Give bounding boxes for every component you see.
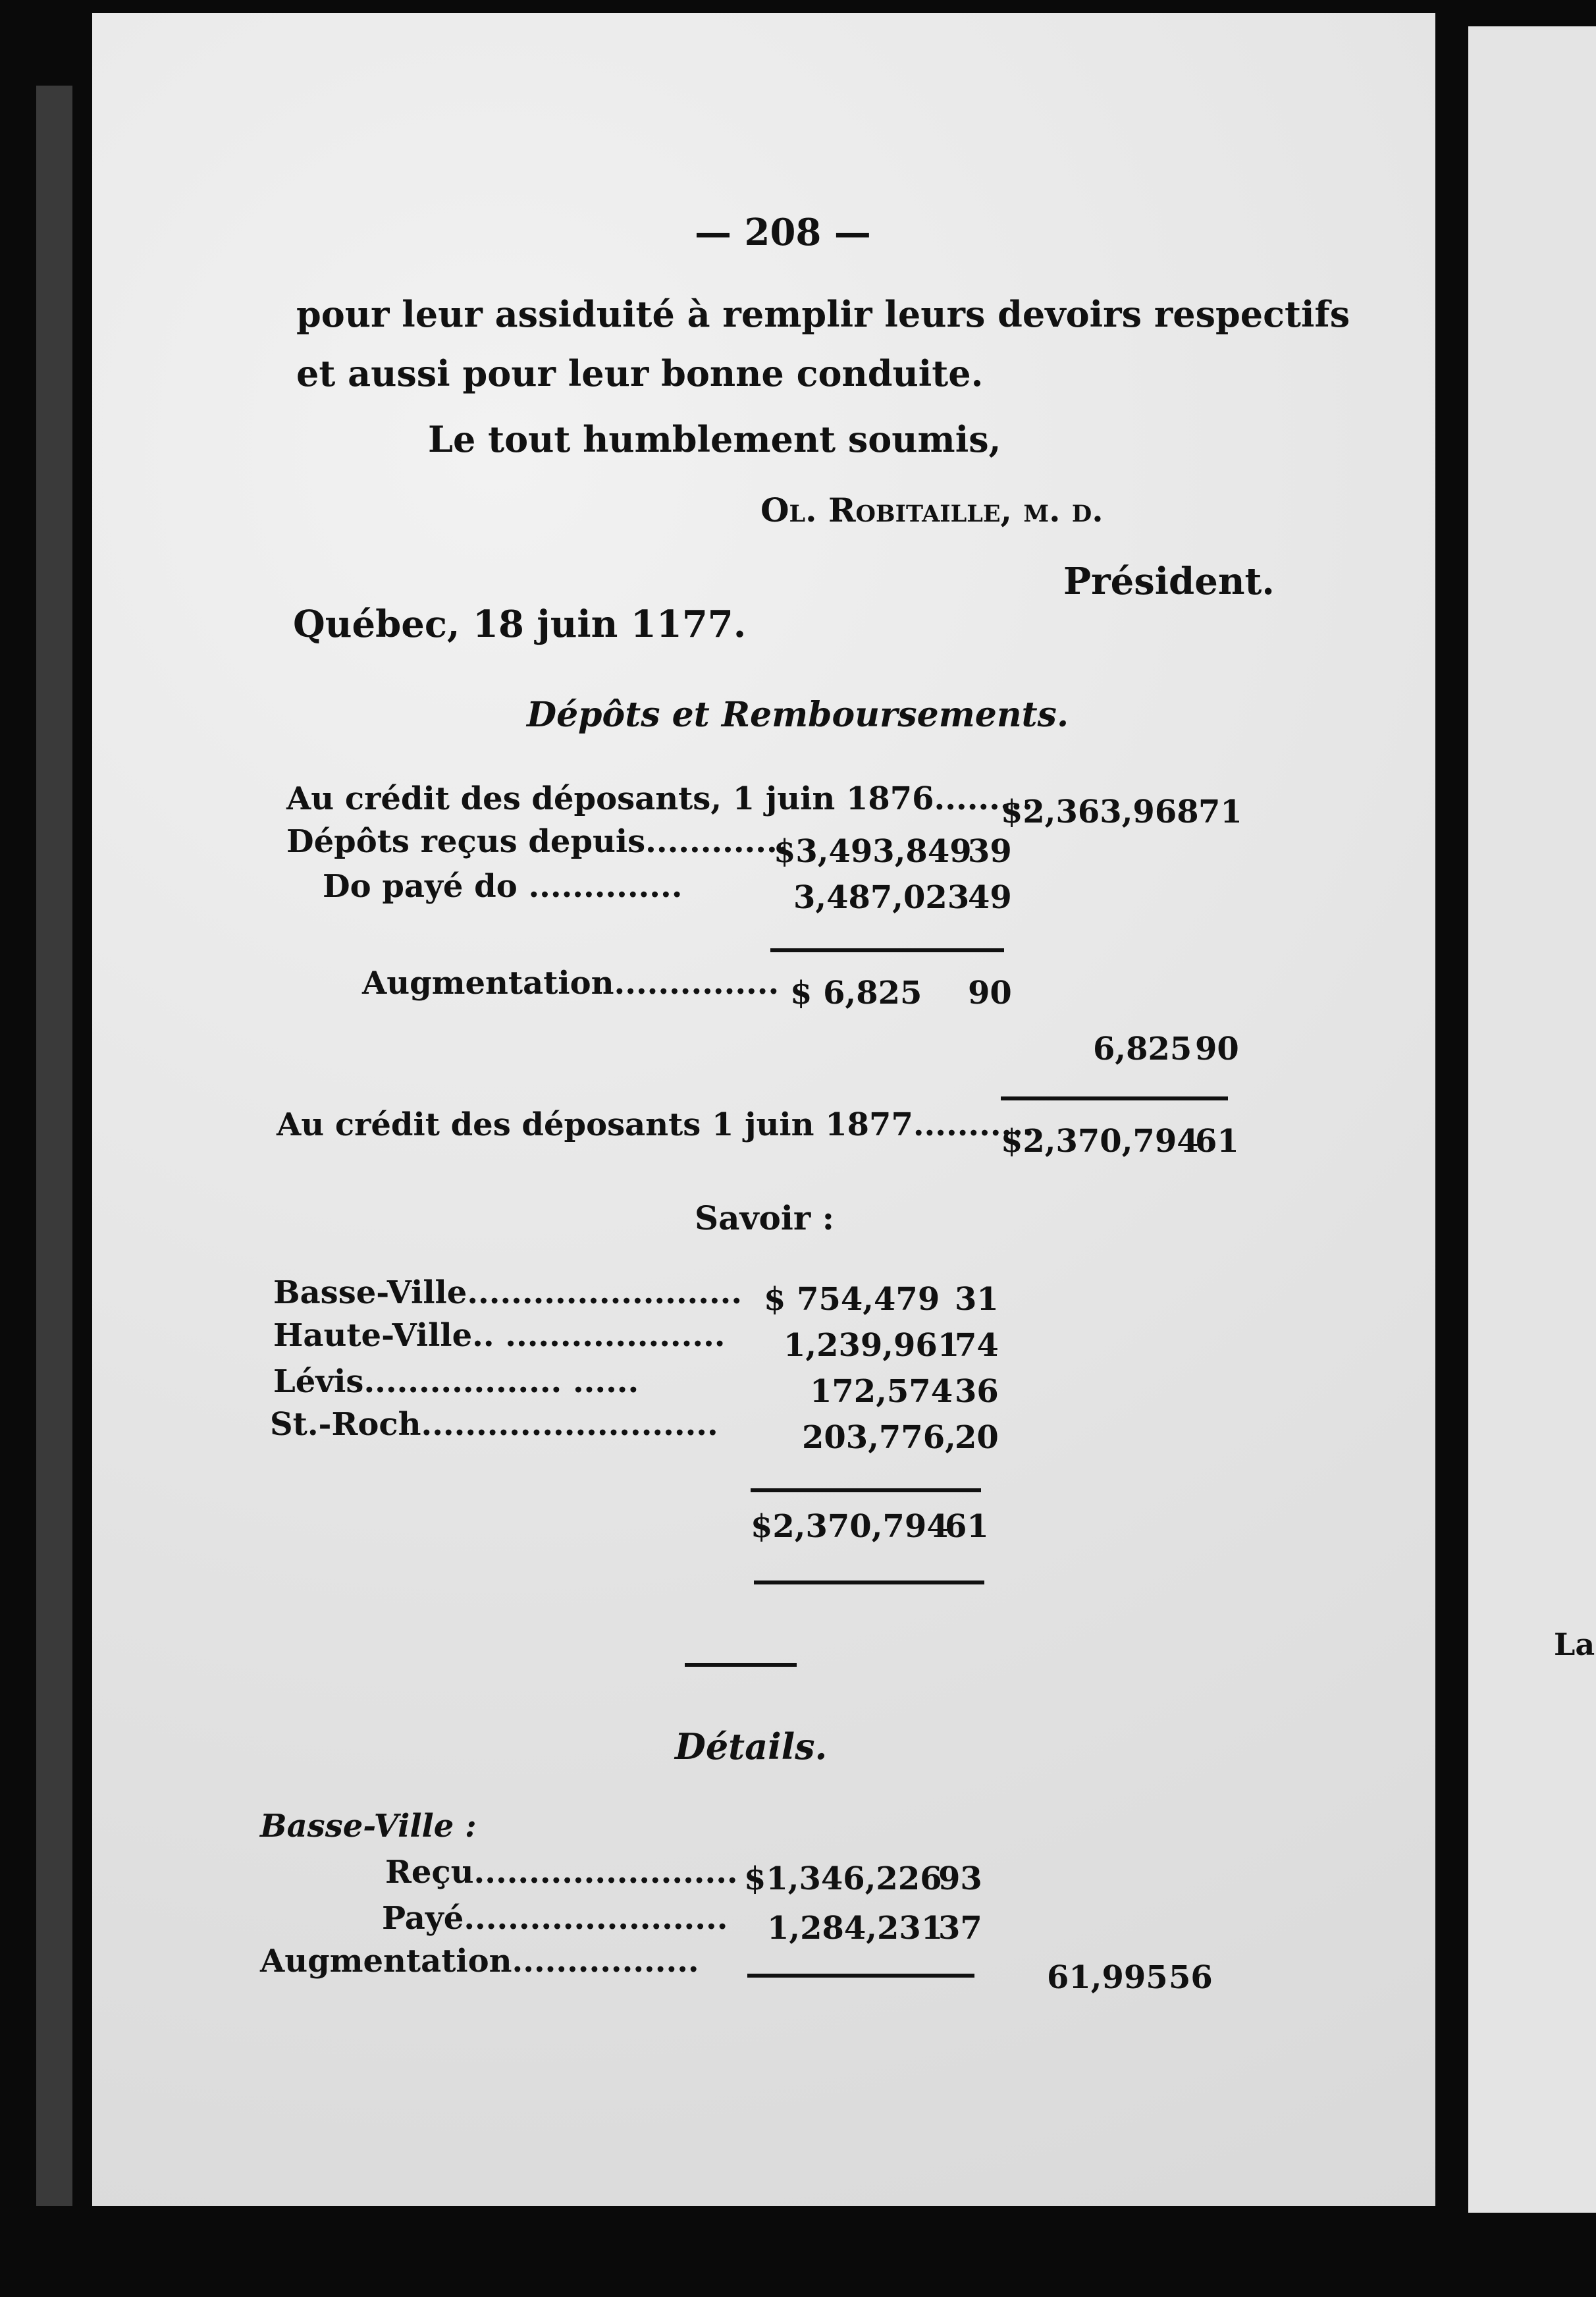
- facing-page: [1468, 26, 1596, 2213]
- account-label-6: Au crédit des déposants 1 juin 1877...........: [277, 1106, 1034, 1143]
- savoir-label-4: St.-Roch...........................: [270, 1406, 718, 1443]
- details-aug-label: Augmentation.................: [260, 1943, 699, 1980]
- signature-title: Président.: [1063, 560, 1275, 603]
- details-cents-1: 93: [938, 1860, 982, 1897]
- account-label-1: Au crédit des déposants, 1 juin 1876.........: [286, 780, 1033, 817]
- rule-3: [751, 1488, 981, 1492]
- intro-line-1: pour leur assiduité à remplir leurs devoirs respectifs: [296, 293, 1350, 335]
- details-label-2: Payé........................: [382, 1900, 728, 1937]
- savoir-label-1: Basse-Ville.........................: [273, 1274, 743, 1311]
- account-label-4: Augmentation...............: [362, 965, 780, 1002]
- account-amount-4: $ 6,825: [790, 975, 922, 1012]
- details-amount-2: 1,284,231: [767, 1910, 944, 1947]
- account-cents-3: 49: [968, 879, 1012, 916]
- section-title: Dépôts et Remboursements.: [527, 695, 1069, 735]
- savoir-amount-1: $ 754,479: [764, 1281, 940, 1318]
- details-aug-cents: 56: [1169, 1959, 1213, 1996]
- section-divider: [685, 1663, 797, 1667]
- savoir-label-3: Lévis.................. ......: [273, 1363, 639, 1400]
- savoir-cents-3: 36: [955, 1373, 999, 1410]
- savoir-cents-2: 74: [955, 1327, 999, 1364]
- account-cents-1: 71: [1198, 794, 1242, 830]
- account-cents-4: 90: [968, 975, 1012, 1012]
- account-cents-6: 61: [1195, 1123, 1239, 1160]
- details-amount-1: $1,346,226: [744, 1860, 942, 1897]
- savoir-amount-3: 172,574: [810, 1373, 953, 1410]
- details-title: Détails.: [675, 1725, 828, 1768]
- account-amount-5: 6,825: [1093, 1031, 1192, 1067]
- closing-line: Le tout humblement soumis,: [428, 418, 1001, 460]
- savoir-amount-4: 203,776,: [802, 1419, 956, 1456]
- place-date: Québec, 18 juin 1177.: [293, 603, 747, 646]
- rule-2: [1001, 1096, 1228, 1100]
- account-amount-3: 3,487,023: [793, 879, 970, 916]
- account-label-2: Dépôts reçus depuis.............: [286, 823, 789, 860]
- account-label-3: Do payé do ..............: [323, 868, 683, 905]
- account-amount-2: $3,493,849: [774, 833, 972, 870]
- page-number: — 208 —: [695, 211, 871, 254]
- rule-5: [747, 1974, 974, 1978]
- account-amount-1: $2,363,968: [1001, 794, 1199, 830]
- savoir-amount-2: 1,239,961: [784, 1327, 960, 1364]
- details-aug-amount: 61,995: [1047, 1959, 1168, 1996]
- rule-4: [754, 1581, 984, 1584]
- book-spine: [36, 86, 72, 2206]
- details-group-label: Basse-Ville :: [260, 1808, 477, 1845]
- account-amount-6: $2,370,794: [1001, 1123, 1199, 1160]
- savoir-title: Savoir :: [695, 1199, 835, 1237]
- facing-page-text: La: [1554, 1627, 1595, 1662]
- details-label-1: Reçu........................: [385, 1854, 738, 1891]
- savoir-cents-4: 20: [955, 1419, 999, 1456]
- savoir-total-amount: $2,370,794: [751, 1508, 949, 1545]
- savoir-cents-1: 31: [955, 1281, 999, 1318]
- savoir-total-cents: 61: [945, 1508, 989, 1545]
- details-cents-2: 37: [938, 1910, 982, 1947]
- signature-name: Ol. Robitaille, m. d.: [760, 491, 1104, 529]
- intro-line-2: et aussi pour leur bonne conduite.: [296, 352, 984, 394]
- savoir-label-2: Haute-Ville.. ....................: [273, 1317, 726, 1354]
- account-cents-5: 90: [1195, 1031, 1239, 1067]
- rule-1: [770, 948, 1004, 952]
- account-cents-2: 39: [968, 833, 1012, 870]
